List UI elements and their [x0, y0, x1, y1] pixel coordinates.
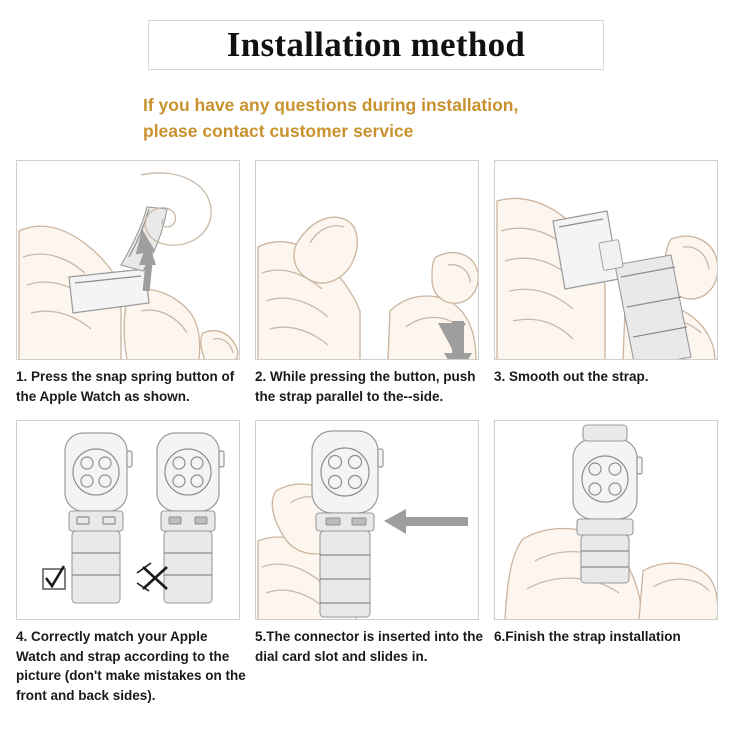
subtitle-line-1: If you have any questions during installation,	[143, 95, 519, 115]
page-title: Installation method	[226, 25, 526, 64]
step-6-caption: 6.Finish the strap installation	[494, 629, 681, 644]
step-3	[494, 160, 733, 406]
subtitle-line-2: please contact customer service	[143, 121, 414, 141]
cross-mark-icon	[137, 563, 167, 591]
step-5-illustration	[255, 420, 479, 620]
step-2-illustration	[255, 160, 479, 360]
step-4-caption: 4. Correctly match your Apple Watch and strap according to the picture (don't make mistakes on the front and back sides).	[16, 629, 246, 703]
step-2	[255, 160, 494, 406]
subtitle	[143, 92, 663, 144]
check-mark-icon	[43, 566, 65, 589]
step-3-caption: 3. Smooth out the strap.	[494, 369, 649, 384]
step-1-illustration	[16, 160, 240, 360]
step-6	[494, 420, 733, 705]
step-3-illustration	[494, 160, 718, 360]
steps-row-1	[16, 160, 734, 406]
step-6-illustration	[494, 420, 718, 620]
steps-row-2	[16, 420, 734, 705]
step-4-illustration	[16, 420, 240, 620]
left-arrow-icon	[384, 509, 468, 534]
step-5	[255, 420, 494, 705]
step-2-caption: 2. While pressing the button, push the strap parallel to the--side.	[255, 369, 476, 404]
step-1-caption: 1. Press the snap spring button of the Apple Watch as shown.	[16, 369, 235, 404]
step-4	[16, 420, 255, 705]
steps-grid	[16, 160, 734, 705]
step-5-caption: 5.The connector is inserted into the dial card slot and slides in.	[255, 629, 484, 664]
step-1	[16, 160, 255, 406]
